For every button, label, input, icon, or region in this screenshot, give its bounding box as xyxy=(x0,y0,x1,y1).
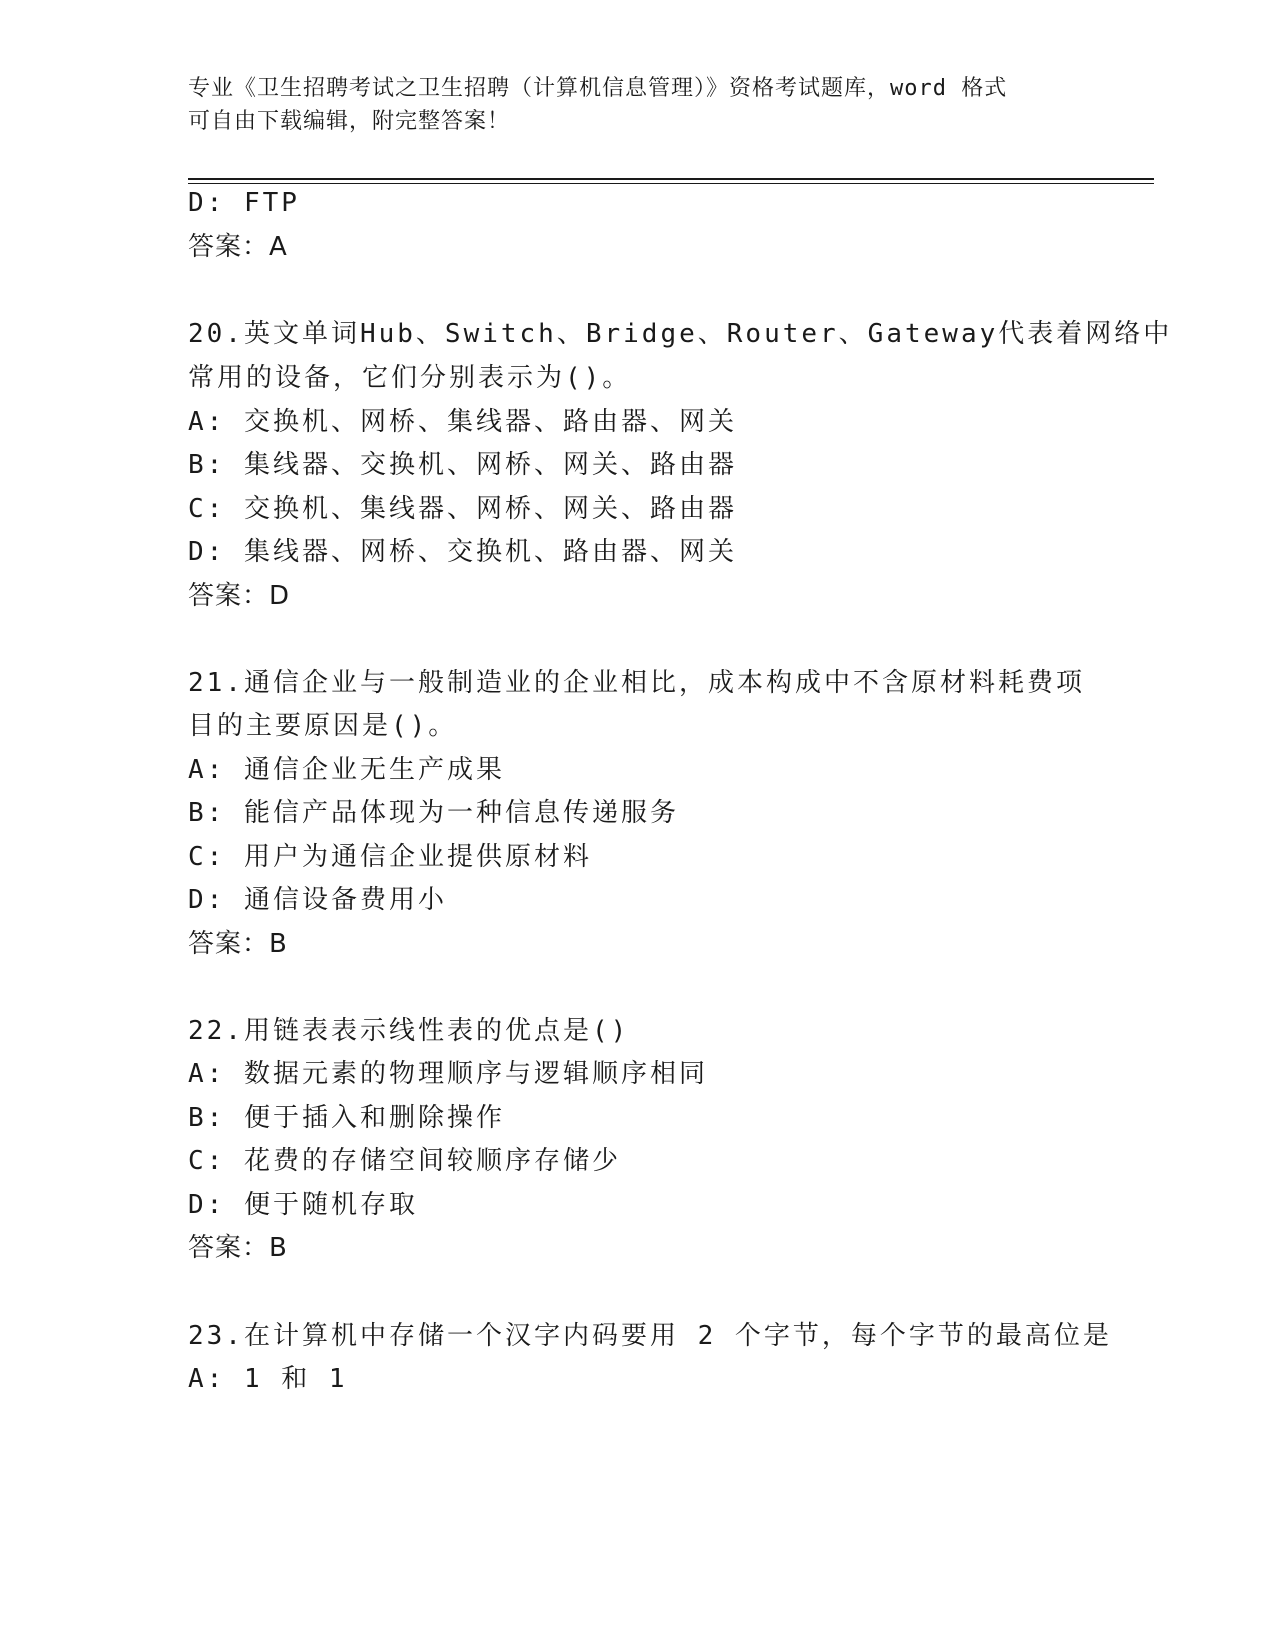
prev-option-d: D: FTP xyxy=(188,188,300,218)
q22-text-line-1: 22.用链表表示线性表的优点是() xyxy=(188,1016,630,1046)
q21-text-line-1: 21.通信企业与一般制造业的企业相比，成本构成中不含原材料耗费项 xyxy=(188,668,1085,698)
q22-option-d: D: 便于随机存取 xyxy=(188,1190,418,1220)
header-line-1: 专业《卫生招聘考试之卫生招聘（计算机信息管理）》资格考试题库，word 格式 xyxy=(188,76,1008,101)
header-divider-thick xyxy=(188,178,1154,180)
q20-option-c: C: 交换机、集线器、网桥、网关、路由器 xyxy=(188,494,737,524)
q20-option-b: B: 集线器、交换机、网桥、网关、路由器 xyxy=(188,450,737,480)
q20-text-line-2: 常用的设备，它们分别表示为()。 xyxy=(188,363,632,393)
q22-answer: 答案：B xyxy=(188,1233,288,1263)
q21-answer: 答案：B xyxy=(188,929,288,959)
prev-answer: 答案：A xyxy=(188,232,288,262)
q23-text-line-1: 23.在计算机中存储一个汉字内码要用 2 个字节，每个字节的最高位是 xyxy=(188,1321,1112,1351)
q21-option-a: A: 通信企业无生产成果 xyxy=(188,755,505,785)
q21-text-line-2: 目的主要原因是()。 xyxy=(188,711,458,741)
q20-text-line-1: 20.英文单词Hub、Switch、Bridge、Router、Gateway代表着网络中 xyxy=(188,319,1173,349)
q20-option-d: D: 集线器、网桥、交换机、路由器、网关 xyxy=(188,537,737,567)
q20-answer: 答案：D xyxy=(188,581,291,611)
q23-option-a: A: 1 和 1 xyxy=(188,1364,348,1394)
header-line-2: 可自由下载编辑，附完整答案！ xyxy=(188,109,511,134)
q21-option-d: D: 通信设备费用小 xyxy=(188,885,447,915)
q21-option-c: C: 用户为通信企业提供原材料 xyxy=(188,842,592,872)
q22-option-b: B: 便于插入和删除操作 xyxy=(188,1103,505,1133)
header-divider-thin xyxy=(188,183,1154,184)
q22-option-c: C: 花费的存储空间较顺序存储少 xyxy=(188,1146,621,1176)
q22-option-a: A: 数据元素的物理顺序与逻辑顺序相同 xyxy=(188,1059,708,1089)
q21-option-b: B: 能信产品体现为一种信息传递服务 xyxy=(188,798,679,828)
document-header xyxy=(188,72,1088,138)
q20-option-a: A: 交换机、网桥、集线器、路由器、网关 xyxy=(188,407,737,437)
